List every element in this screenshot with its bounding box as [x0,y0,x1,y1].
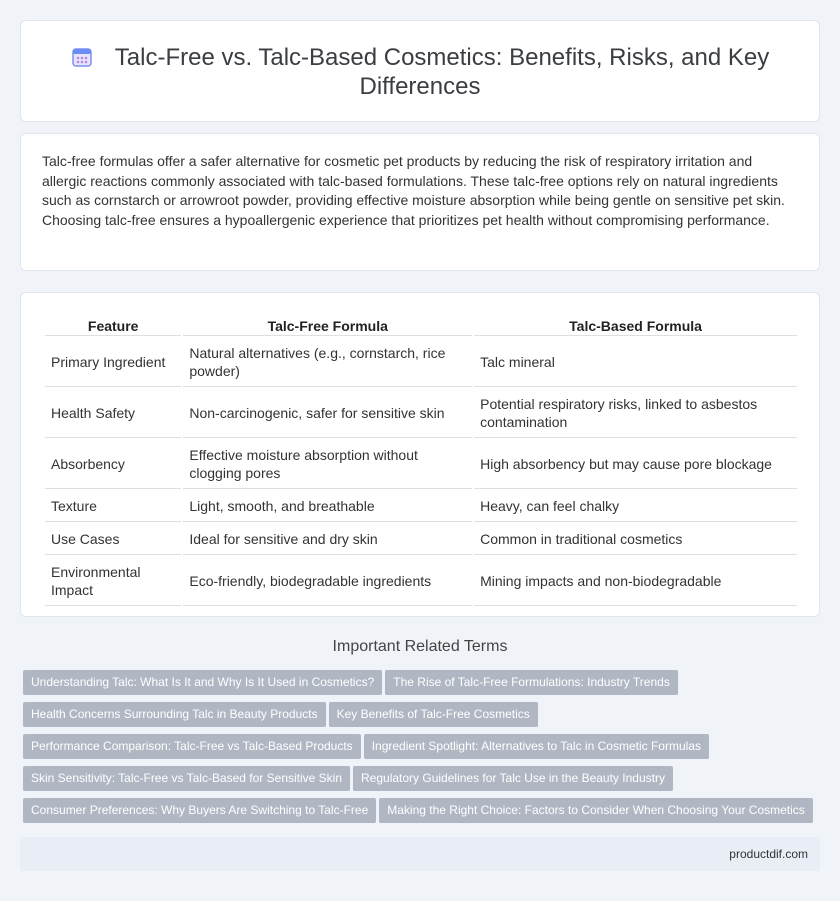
table-row [45,557,797,606]
footer [20,837,820,871]
cell-feature: Environmental Impact [45,557,181,606]
header-talc-free: Talc-Free Formula [183,317,472,336]
cell-feature: Health Safety [45,389,181,438]
related-term-tag[interactable]: Performance Comparison: Talc-Free vs Talc-Based Products [23,734,361,759]
related-term-tag[interactable]: Key Benefits of Talc-Free Cosmetics [329,702,538,727]
tag-row [23,702,820,728]
title-line-1: Talc-Free vs. Talc-Based Cosmetics: Benefits, Risks, and Key [114,44,770,71]
cell-talc-free: Effective moisture absorption without clogging pores [183,440,472,489]
title-line-2: Differences [359,73,481,100]
related-term-tag[interactable]: Ingredient Spotlight: Alternatives to Talc in Cosmetic Formulas [364,734,709,759]
cell-feature: Texture [45,491,181,522]
cell-talc-free: Non-carcinogenic, safer for sensitive skin [183,389,472,438]
footer-site-link[interactable]: productdif.com [729,847,808,861]
cell-talc-based: Common in traditional cosmetics [474,524,797,555]
related-terms-list [20,670,820,824]
comparison-table [43,315,799,608]
tag-row [23,766,820,792]
cell-talc-based: Talc mineral [474,338,797,387]
related-terms-section [20,638,820,830]
cell-talc-based: Potential respiratory risks, linked to asbestos contamination [474,389,797,438]
intro-card [20,133,820,271]
header-feature: Feature [45,317,181,336]
table-row [45,338,797,387]
related-term-tag[interactable]: Consumer Preferences: Why Buyers Are Switching to Talc-Free [23,798,376,823]
table-row [45,524,797,555]
related-terms-heading: Important Related Terms [332,638,508,655]
related-term-tag[interactable]: Understanding Talc: What Is It and Why Is It Used in Cosmetics? [23,670,382,695]
related-term-tag[interactable]: Health Concerns Surrounding Talc in Beauty Products [23,702,326,727]
tag-row [23,670,820,696]
tag-row [23,734,820,760]
cell-talc-free: Natural alternatives (e.g., cornstarch, rice powder) [183,338,472,387]
table-header-row [45,317,797,336]
header-talc-based: Talc-Based Formula [474,317,797,336]
related-term-tag[interactable]: Skin Sensitivity: Talc-Free vs Talc-Based for Sensitive Skin [23,766,350,791]
comparison-table-card [20,292,820,617]
related-term-tag[interactable]: Regulatory Guidelines for Talc Use in the Beauty Industry [353,766,673,791]
cell-talc-free: Eco-friendly, biodegradable ingredients [183,557,472,606]
cell-feature: Use Cases [45,524,181,555]
cell-feature: Absorbency [45,440,181,489]
table-row [45,389,797,438]
table-row [45,440,797,489]
intro-text: Talc-free formulas offer a safer alternative for cosmetic pet products by reducing the risk of respiratory irritation and allergic reactions commonly associated with talc-based formulations. These talc-free options rely on natural ingredients such as cornstarch or arrowroot powder, providing effective moisture absorption while being gentle on sensitive pet skin. Choosing talc-free ensures a hypoallergenic experience that prioritizes pet health without compromising performance. [42,153,785,228]
cell-talc-based: Mining impacts and non-biodegradable [474,557,797,606]
tag-row [23,798,820,824]
related-term-tag[interactable]: The Rise of Talc-Free Formulations: Industry Trends [385,670,678,695]
calendar-icon [71,46,93,68]
page-title [21,43,819,101]
cell-talc-based: High absorbency but may cause pore blockage [474,440,797,489]
header-card [20,20,820,122]
related-term-tag[interactable]: Making the Right Choice: Factors to Consider When Choosing Your Cosmetics [379,798,813,823]
cell-feature: Primary Ingredient [45,338,181,387]
cell-talc-free: Ideal for sensitive and dry skin [183,524,472,555]
table-row [45,491,797,522]
cell-talc-free: Light, smooth, and breathable [183,491,472,522]
cell-talc-based: Heavy, can feel chalky [474,491,797,522]
